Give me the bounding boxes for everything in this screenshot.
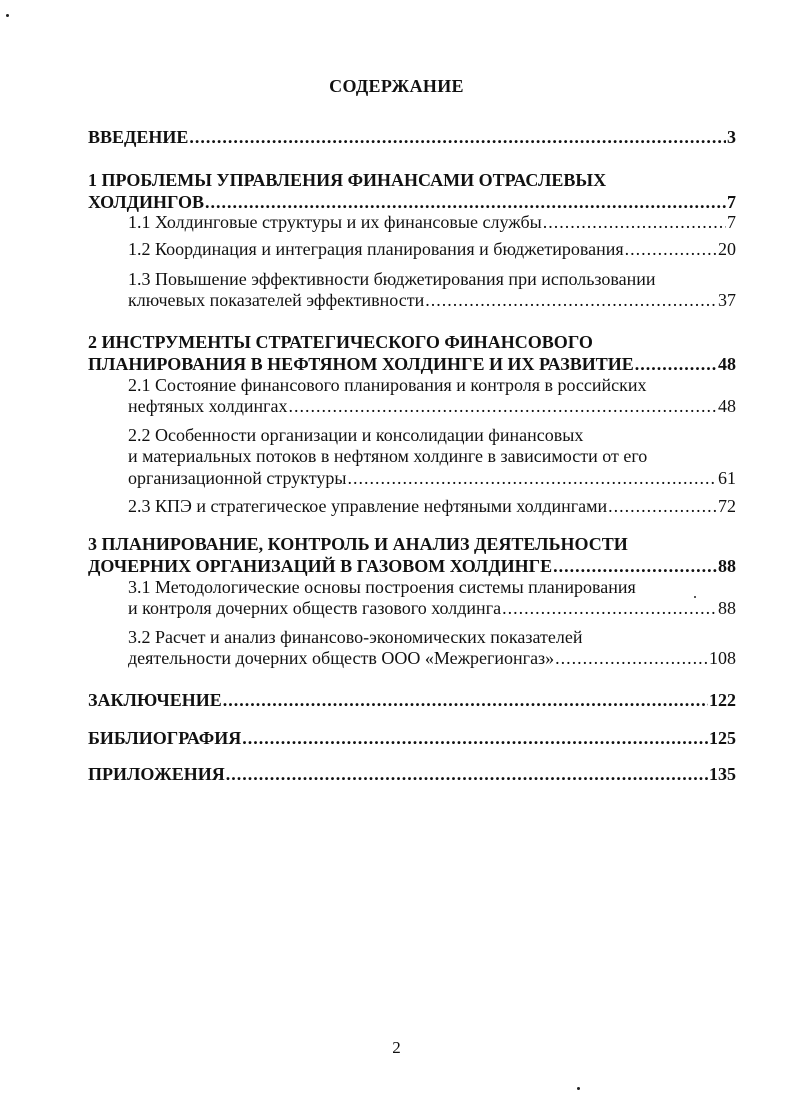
scan-speck — [577, 1087, 580, 1090]
toc-entry-intro — [88, 126, 736, 148]
toc-page-number: 72 — [718, 496, 736, 516]
toc-entry-label: нефтяных холдингах — [128, 396, 288, 416]
toc-chapter-3-line1: 3 ПЛАНИРОВАНИЕ, КОНТРОЛЬ И АНАЛИЗ ДЕЯТЕЛЬНОСТИ — [88, 534, 628, 554]
toc-entry-3-1 — [128, 597, 736, 619]
dot-leader — [553, 555, 717, 577]
dot-leader — [223, 689, 708, 711]
toc-page-number: 88 — [718, 556, 736, 576]
toc-entry-label: 1.1 Холдинговые структуры и их финансовые службы — [128, 212, 542, 232]
toc-page-number: 122 — [709, 690, 736, 710]
page-title: СОДЕРЖАНИЕ — [329, 76, 464, 96]
toc-entry-chapter-1 — [88, 191, 736, 213]
toc-entry-label: ПЛАНИРОВАНИЯ В НЕФТЯНОМ ХОЛДИНГЕ И ИХ РАЗВИТИЕ — [88, 354, 634, 374]
toc-page-number: 88 — [718, 598, 736, 618]
toc-page-number: 7 — [727, 212, 736, 232]
toc-entry-1-1 — [128, 211, 736, 233]
dot-leader — [608, 495, 717, 517]
toc-entry-2-2-line1: 2.2 Особенности организации и консолидации финансовых — [128, 425, 584, 445]
toc-entry-label: БИБЛИОГРАФИЯ — [88, 728, 242, 748]
dot-leader — [289, 395, 718, 417]
toc-entry-2-3 — [128, 495, 736, 517]
toc-page-number: 48 — [718, 396, 736, 416]
toc-entry-label: и контроля дочерних обществ газового холдинга — [128, 598, 502, 618]
scan-speck — [6, 14, 9, 17]
toc-entry-2-2 — [128, 467, 736, 489]
dot-leader — [555, 647, 708, 669]
dot-leader — [189, 126, 726, 148]
dot-leader — [226, 763, 708, 785]
toc-entry-chapter-3 — [88, 555, 736, 577]
toc-entry-label: 1.2 Координация и интеграция планирования и бюджетирования — [128, 239, 624, 259]
toc-page-number: 37 — [718, 290, 736, 310]
toc-page-number: 125 — [709, 728, 736, 748]
toc-page-number: 61 — [718, 468, 736, 488]
toc-entry-label: ДОЧЕРНИХ ОРГАНИЗАЦИЙ В ГАЗОВОМ ХОЛДИНГЕ — [88, 556, 553, 576]
toc-entry-label: ключевых показателей эффективности — [128, 290, 425, 310]
toc-entry-label: ПРИЛОЖЕНИЯ — [88, 764, 225, 784]
toc-entry-1-2 — [128, 238, 736, 260]
toc-entry-chapter-2 — [88, 353, 736, 375]
dot-leader — [635, 353, 717, 375]
toc-entry-conclusion — [88, 689, 736, 711]
toc-entry-label: ВВЕДЕНИЕ — [88, 127, 189, 147]
toc-page-number: 108 — [709, 648, 736, 668]
toc-page-number: 135 — [709, 764, 736, 784]
toc-entry-1-3-line1: 1.3 Повышение эффективности бюджетирования при использовании — [128, 269, 656, 289]
toc-entry-bibliography — [88, 727, 736, 749]
toc-entry-label: 2.3 КПЭ и стратегическое управление нефтяными холдингами — [128, 496, 608, 516]
toc-entry-2-2-line2: и материальных потоков в нефтяном холдинге в зависимости от его — [128, 446, 648, 466]
dot-leader — [502, 597, 717, 619]
toc-chapter-1-line1: 1 ПРОБЛЕМЫ УПРАВЛЕНИЯ ФИНАНСАМИ ОТРАСЛЕВЫХ — [88, 170, 607, 190]
dot-leader — [425, 289, 717, 311]
toc-page-number: 3 — [727, 127, 736, 147]
toc-page-number: 48 — [718, 354, 736, 374]
toc-entry-1-3 — [128, 289, 736, 311]
toc-entry-label: ЗАКЛЮЧЕНИЕ — [88, 690, 222, 710]
toc-entry-3-1-line1: 3.1 Методологические основы построения системы планирования — [128, 577, 636, 597]
dot-leader — [347, 467, 717, 489]
dot-leader — [242, 727, 708, 749]
dot-leader — [205, 191, 726, 213]
toc-entry-label: ХОЛДИНГОВ — [88, 192, 204, 212]
toc-entry-2-1-line1: 2.1 Состояние финансового планирования и контроля в российских — [128, 375, 647, 395]
dot-leader — [543, 211, 726, 233]
toc-entry-3-2-line1: 3.2 Расчет и анализ финансово-экономических показателей — [128, 627, 583, 647]
toc-page-number: 7 — [727, 192, 736, 212]
scan-speck — [694, 596, 696, 598]
toc-entry-label: деятельности дочерних обществ ООО «Межрегионгаз» — [128, 648, 555, 668]
toc-entry-label: организационной структуры — [128, 468, 347, 488]
page-number: 2 — [392, 1038, 401, 1057]
toc-entry-3-2 — [128, 647, 736, 669]
toc-chapter-2-line1: 2 ИНСТРУМЕНТЫ СТРАТЕГИЧЕСКОГО ФИНАНСОВОГО — [88, 332, 593, 352]
dot-leader — [625, 238, 717, 260]
toc-entry-2-1 — [128, 395, 736, 417]
toc-entry-appendices — [88, 763, 736, 785]
toc-page-number: 20 — [718, 239, 736, 259]
